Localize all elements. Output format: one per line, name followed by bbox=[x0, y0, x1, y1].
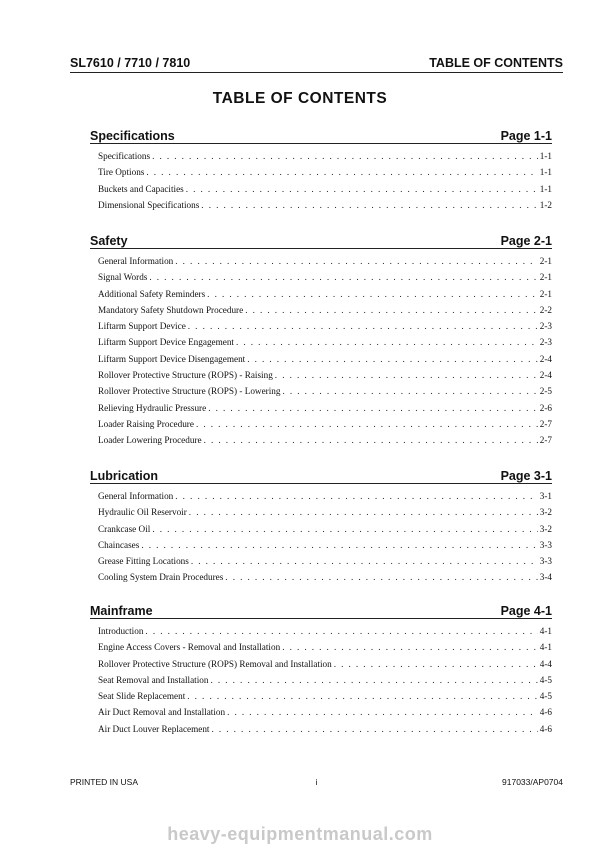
footer-doc-number: 917033/AP0704 bbox=[502, 777, 563, 787]
entry-page: 3-3 bbox=[539, 556, 552, 567]
footer-printed: PRINTED IN USA bbox=[70, 777, 139, 787]
entry-label: General Information bbox=[98, 256, 174, 266]
toc-entry[interactable] bbox=[98, 572, 552, 588]
entry-label: Liftarm Support Device bbox=[98, 321, 186, 332]
toc-entry[interactable] bbox=[98, 256, 552, 272]
entry-page: 2-4 bbox=[539, 353, 552, 364]
toc-entry[interactable] bbox=[98, 642, 552, 658]
entry-page: 3-2 bbox=[539, 523, 552, 534]
dot-leader bbox=[188, 321, 538, 331]
entry-label: Liftarm Support Device Engagement bbox=[98, 337, 234, 348]
dot-leader bbox=[282, 386, 537, 396]
toc-section bbox=[90, 467, 552, 589]
dot-leader bbox=[334, 659, 538, 669]
entry-label: Rollover Protective Structure (ROPS) - Raising bbox=[98, 370, 273, 381]
entry-page: 2-5 bbox=[539, 386, 552, 397]
dot-leader bbox=[152, 151, 538, 161]
toc-entry[interactable] bbox=[98, 354, 552, 370]
dot-leader bbox=[282, 642, 538, 652]
entry-page: 4-6 bbox=[539, 723, 552, 734]
toc-entry[interactable] bbox=[98, 184, 552, 200]
dot-leader bbox=[186, 184, 538, 194]
entry-label: Specifications bbox=[98, 151, 151, 161]
entry-page: 2-2 bbox=[539, 304, 552, 315]
toc-section bbox=[90, 232, 552, 452]
section-title: Specifications bbox=[90, 129, 175, 143]
dot-leader bbox=[146, 167, 537, 177]
section-heading bbox=[90, 127, 552, 144]
entry-page: 3-4 bbox=[539, 572, 552, 583]
entry-page: 1-1 bbox=[539, 167, 552, 178]
toc-entry[interactable] bbox=[98, 403, 552, 419]
dot-leader bbox=[175, 491, 537, 501]
entry-page: 4-5 bbox=[539, 691, 552, 702]
toc-entry[interactable] bbox=[98, 491, 552, 507]
entry-page: 1-1 bbox=[539, 183, 552, 194]
toc-entry[interactable] bbox=[98, 556, 552, 572]
toc-entry[interactable] bbox=[98, 289, 552, 305]
section-title: Safety bbox=[90, 234, 128, 248]
entry-page: 2-7 bbox=[539, 435, 552, 446]
entry-label: Chaincases bbox=[98, 539, 140, 550]
dot-leader bbox=[247, 354, 538, 364]
entry-label: Air Duct Louver Replacement bbox=[98, 723, 210, 734]
footer-page-number: i bbox=[315, 777, 318, 787]
dot-leader bbox=[149, 272, 537, 282]
toc-entry[interactable] bbox=[98, 435, 552, 451]
entry-label: Tire Options bbox=[98, 167, 145, 178]
dot-leader bbox=[191, 556, 538, 566]
toc-entry[interactable] bbox=[98, 419, 552, 435]
entry-page: 1-2 bbox=[539, 199, 552, 210]
toc-entry[interactable] bbox=[98, 167, 552, 183]
entry-page: 4-4 bbox=[539, 658, 552, 669]
dot-leader bbox=[208, 403, 538, 413]
entry-page: 1-1 bbox=[539, 151, 552, 161]
entry-page: 4-1 bbox=[539, 642, 552, 653]
page-footer bbox=[70, 777, 563, 787]
entry-label: Crankcase Oil bbox=[98, 523, 151, 534]
dot-leader bbox=[227, 707, 538, 717]
toc-entry[interactable] bbox=[98, 507, 552, 523]
toc-section bbox=[90, 127, 552, 216]
entry-page: 2-1 bbox=[539, 256, 552, 266]
entry-label: Signal Words bbox=[98, 272, 148, 283]
entry-page: 2-3 bbox=[539, 337, 552, 348]
section-title: Mainframe bbox=[90, 604, 153, 618]
entry-page: 4-6 bbox=[539, 707, 552, 718]
section-heading bbox=[90, 467, 552, 484]
entry-label: General Information bbox=[98, 491, 174, 501]
toc-entry[interactable] bbox=[98, 370, 552, 386]
entry-label: Seat Slide Replacement bbox=[98, 691, 186, 702]
entry-label: Engine Access Covers - Removal and Installation bbox=[98, 642, 281, 653]
entry-label: Buckets and Capacities bbox=[98, 183, 184, 194]
toc-section bbox=[90, 602, 552, 740]
dot-leader bbox=[187, 691, 537, 701]
header-model: SL7610 / 7710 / 7810 bbox=[70, 56, 191, 70]
entry-page: 3-2 bbox=[539, 507, 552, 518]
toc-entry[interactable] bbox=[98, 691, 552, 707]
entry-label: Dimensional Specifications bbox=[98, 199, 200, 210]
entry-page: 2-7 bbox=[539, 418, 552, 429]
dot-leader bbox=[207, 289, 538, 299]
dot-leader bbox=[189, 507, 538, 517]
page-title: TABLE OF CONTENTS bbox=[212, 90, 388, 107]
dot-leader bbox=[225, 572, 537, 582]
entry-label: Liftarm Support Device Disengagement bbox=[98, 353, 246, 364]
entry-label: Rollover Protective Structure (ROPS) - Lowering bbox=[98, 386, 281, 397]
toc-entry[interactable] bbox=[98, 626, 552, 642]
section-page: Page 4-1 bbox=[500, 604, 552, 618]
dot-leader bbox=[210, 675, 537, 685]
entry-label: Seat Removal and Installation bbox=[98, 674, 209, 685]
dot-leader bbox=[211, 724, 537, 734]
entry-page: 2-1 bbox=[539, 272, 552, 283]
dot-leader bbox=[152, 524, 537, 534]
entry-label: Loader Raising Procedure bbox=[98, 418, 194, 429]
dot-leader bbox=[275, 370, 538, 380]
entry-label: Hydraulic Oil Reservoir bbox=[98, 507, 187, 518]
header-section-title: TABLE OF CONTENTS bbox=[429, 56, 563, 70]
watermark: heavy-equipmentmanual.com bbox=[167, 824, 433, 844]
entry-page: 4-5 bbox=[539, 674, 552, 685]
toc-entry[interactable] bbox=[98, 386, 552, 402]
dot-leader bbox=[245, 305, 538, 315]
toc-entry[interactable] bbox=[98, 524, 552, 540]
toc-entry[interactable] bbox=[98, 321, 552, 337]
dot-leader bbox=[236, 337, 538, 347]
dot-leader bbox=[204, 435, 538, 445]
entry-label: Cooling System Drain Procedures bbox=[98, 572, 224, 583]
toc-entry[interactable] bbox=[98, 305, 552, 321]
section-heading bbox=[90, 232, 552, 249]
toc-entry[interactable] bbox=[98, 540, 552, 556]
entry-label: Air Duct Removal and Installation bbox=[98, 707, 226, 718]
section-page: Page 1-1 bbox=[500, 129, 552, 143]
entry-page: 2-3 bbox=[539, 321, 552, 332]
dot-leader bbox=[141, 540, 537, 550]
entry-page: 3-1 bbox=[539, 491, 552, 501]
toc-entry[interactable] bbox=[98, 724, 552, 740]
page-header bbox=[70, 56, 563, 73]
dot-leader bbox=[201, 200, 537, 210]
entry-label: Grease Fitting Locations bbox=[98, 556, 189, 567]
toc-entry[interactable] bbox=[98, 272, 552, 288]
section-title: Lubrication bbox=[90, 469, 159, 483]
entry-label: Introduction bbox=[98, 626, 144, 636]
entry-page: 2-6 bbox=[539, 402, 552, 413]
entry-label: Rollover Protective Structure (ROPS) Removal and Installation bbox=[98, 658, 332, 669]
entry-label: Mandatory Safety Shutdown Procedure bbox=[98, 304, 244, 315]
toc-entry[interactable] bbox=[98, 151, 552, 167]
section-page: Page 2-1 bbox=[500, 234, 552, 248]
dot-leader bbox=[175, 256, 537, 266]
section-page: Page 3-1 bbox=[500, 469, 552, 483]
entry-page: 2-4 bbox=[539, 370, 552, 381]
entry-page: 3-3 bbox=[539, 539, 552, 550]
entry-page: 2-1 bbox=[539, 288, 552, 299]
toc-entry[interactable] bbox=[98, 337, 552, 353]
entry-label: Additional Safety Reminders bbox=[98, 288, 206, 299]
dot-leader bbox=[196, 419, 538, 429]
toc-entry[interactable] bbox=[98, 707, 552, 723]
toc-entry[interactable] bbox=[98, 200, 552, 216]
dot-leader bbox=[145, 626, 537, 636]
toc-entry[interactable] bbox=[98, 675, 552, 691]
entry-label: Loader Lowering Procedure bbox=[98, 435, 202, 446]
entry-label: Relieving Hydraulic Pressure bbox=[98, 402, 207, 413]
entry-page: 4-1 bbox=[539, 626, 552, 636]
toc-entry[interactable] bbox=[98, 659, 552, 675]
section-heading bbox=[90, 602, 552, 619]
